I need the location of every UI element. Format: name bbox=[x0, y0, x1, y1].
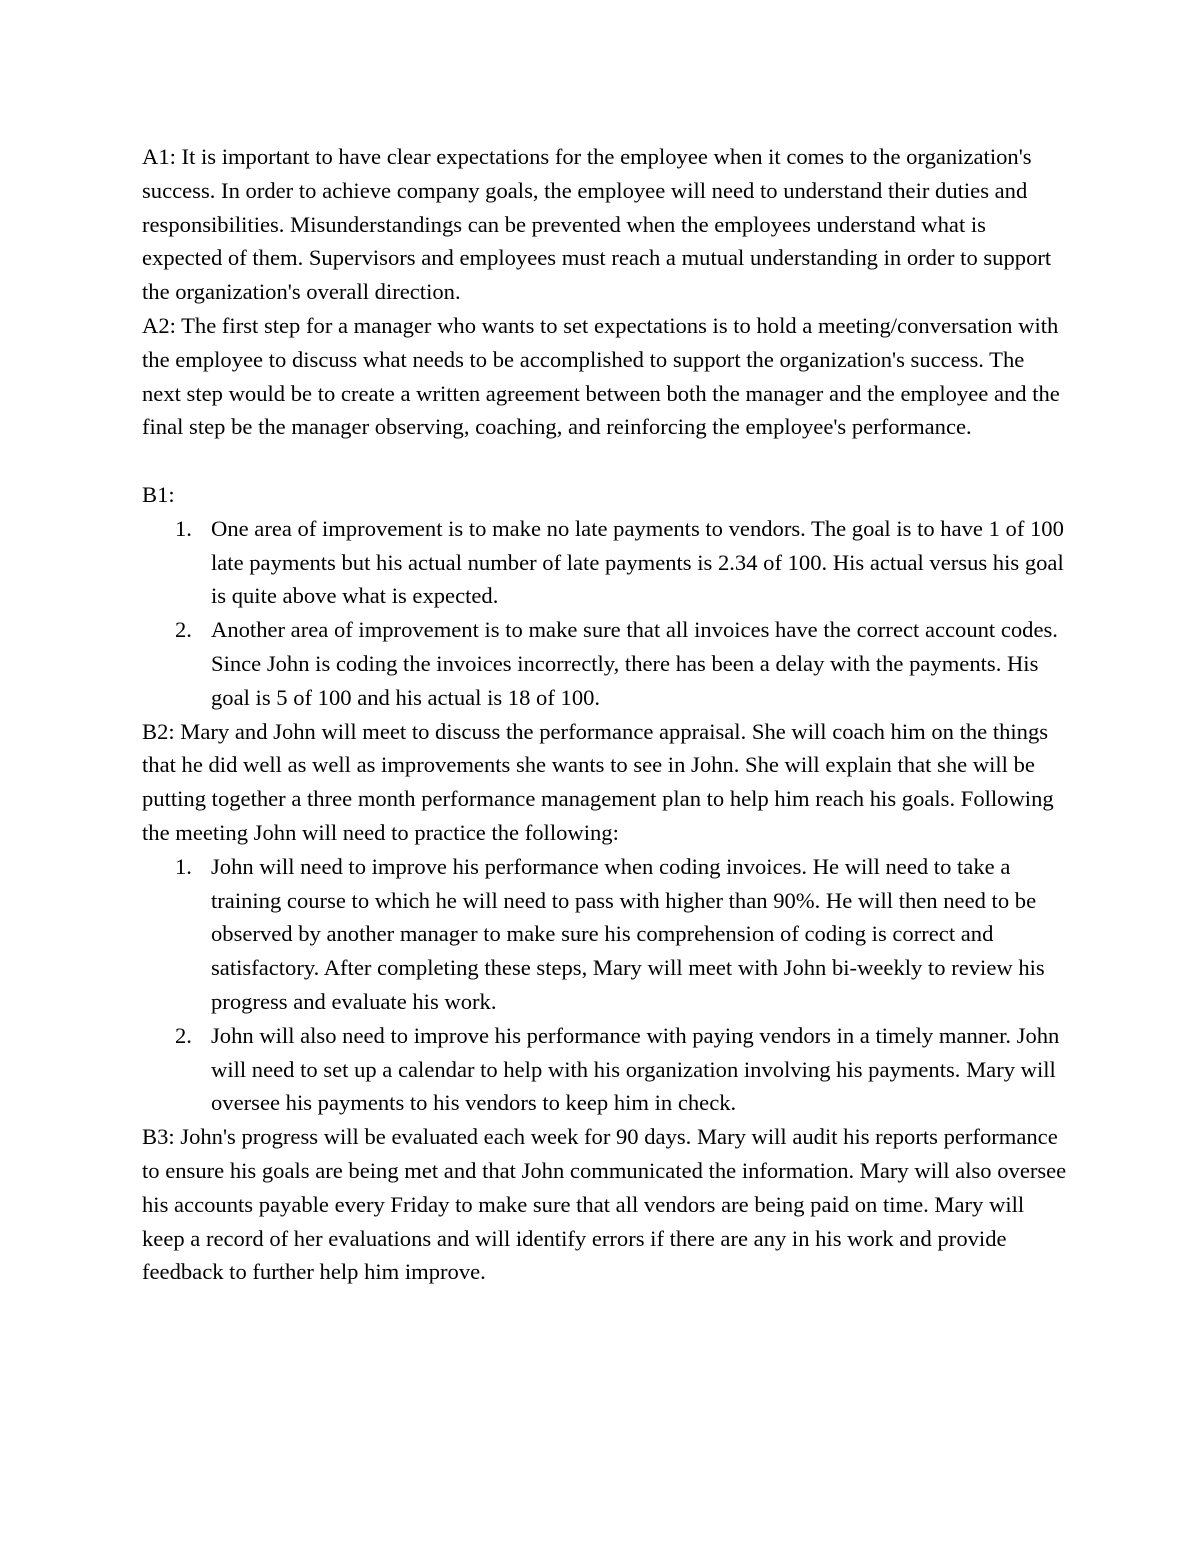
list-item bbox=[142, 512, 1067, 613]
list-item bbox=[142, 613, 1067, 714]
paragraph-b2: B2: Mary and John will meet to discuss the performance appraisal. She will coach him on the things that he did well as well as improvements she wants to see in John. She will explain that she will be putting together a three month performance management plan to help him reach his goals. Following the meeting John will need to practice the following: bbox=[142, 718, 1054, 845]
list-item bbox=[142, 1019, 1067, 1120]
list-b1 bbox=[142, 512, 1067, 715]
list-item-number: 2. bbox=[175, 617, 192, 643]
list-item-number: 1. bbox=[175, 853, 192, 879]
list-b2 bbox=[142, 850, 1067, 1120]
list-item-number: 1. bbox=[175, 515, 192, 541]
list-item bbox=[142, 850, 1067, 1019]
document-body bbox=[142, 140, 1067, 1289]
list-item-text: One area of improvement is to make no late payments to vendors. The goal is to have 1 of 100 late payments but his actual number of late payments is 2.34 of 100. His actual versus his goal is quite above what is expected. bbox=[211, 515, 1064, 609]
blank-line bbox=[142, 444, 1067, 478]
paragraph-a1: A1: It is important to have clear expectations for the employee when it comes to the organization's success. In order to achieve company goals, the employee will need to understand their duties and responsibilities. Misunderstandings can be prevented when the employees understand what is expected of them. Supervisors and employees must reach a mutual understanding in order to support the organization's overall direction. bbox=[142, 144, 1052, 305]
list-item-text: John will need to improve his performance when coding invoices. He will need to take a training course to which he will need to pass with higher than 90%. He will then need to be observed by another manager to make sure his comprehension of coding is correct and satisfactory. After completing these steps, Mary will meet with John bi-weekly to review his progress and evaluate his work. bbox=[211, 853, 1045, 1014]
list-item-text: John will also need to improve his performance with paying vendors in a timely manner. John will need to set up a calendar to help with his organization involving his payments. Mary will oversee his payments to his vendors to keep him in check. bbox=[211, 1022, 1060, 1116]
heading-b1: B1: bbox=[142, 481, 175, 507]
paragraph-b3: B3: John's progress will be evaluated each week for 90 days. Mary will audit his reports performance to ensure his goals are being met and that John communicated the information. Mary will also oversee his accounts payable every Friday to make sure that all vendors are being paid on time. Mary will keep a record of her evaluations and will identify errors if there are any in his work and provide feedback to further help him improve. bbox=[142, 1124, 1067, 1285]
paragraph-a2: A2: The first step for a manager who wants to set expectations is to hold a meeting/conversation with the employee to discuss what needs to be accomplished to support the organization's success. The next step would be to create a written agreement between both the manager and the employee and the final step be the manager observing, coaching, and reinforcing the employee's performance. bbox=[142, 312, 1060, 440]
list-item-text: Another area of improvement is to make sure that all invoices have the correct account codes. Since John is coding the invoices incorrectly, there has been a delay with the payments. His goal is 5 of 100 and his actual is 18 of 100. bbox=[211, 617, 1058, 710]
list-item-number: 2. bbox=[175, 1022, 192, 1048]
